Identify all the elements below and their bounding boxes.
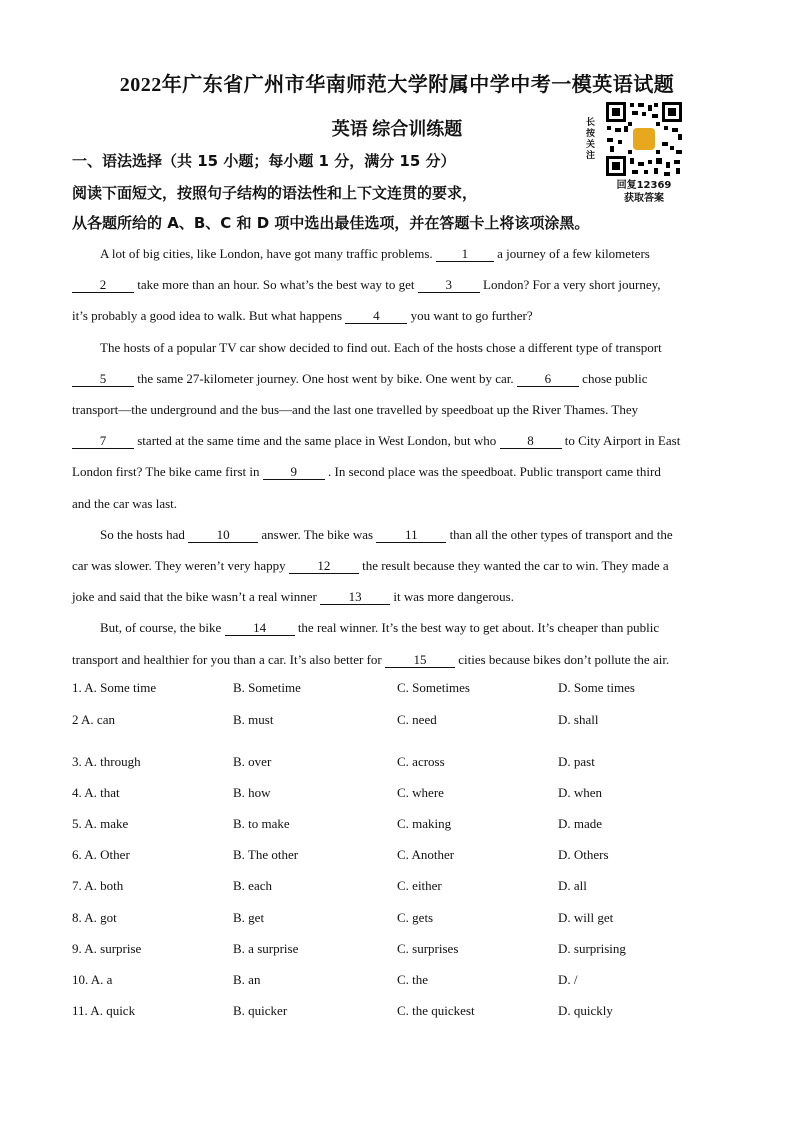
option-b: B. an	[233, 972, 261, 987]
option-d: D. will get	[558, 910, 614, 925]
option-c: C. making	[397, 816, 452, 831]
answer-blank: 13	[320, 589, 390, 605]
option-d: D. shall	[558, 712, 599, 727]
passage-text: But, of course, the bike	[100, 620, 225, 635]
answer-blank: 5	[72, 371, 134, 387]
option-b: B. over	[233, 754, 272, 769]
answer-blank: 8	[500, 433, 562, 449]
answer-blank: 11	[376, 527, 446, 543]
passage-text: to City Airport in East	[561, 433, 681, 448]
option-d: D. made	[558, 816, 603, 831]
option-c: C. surprises	[397, 941, 459, 956]
passage-text: than all the other types of transport and the	[446, 527, 673, 542]
passage-text: London first? The bike came first in	[72, 464, 263, 479]
answer-blank: 12	[289, 558, 359, 574]
option-d: D. /	[558, 972, 578, 987]
option-b: B. a surprise	[233, 941, 299, 956]
passage-line: transport—the underground and the bus—and the last one travelled by speedboat up the River Thames. They	[72, 402, 639, 417]
answer-blank: 7	[72, 433, 134, 449]
exam-title: 2022年广东省广州市华南师范大学附属中学中考一模英语试题	[119, 74, 675, 96]
qr-caption-line1: 回复12369	[616, 180, 672, 191]
option-a: 8. A. got	[72, 910, 117, 925]
option-c: C. the quickest	[397, 1003, 475, 1018]
option-a: 2 A. can	[72, 712, 115, 727]
answer-blank: 14	[225, 620, 295, 636]
qr-side-text: 长按关注	[586, 118, 596, 161]
option-row	[72, 816, 732, 836]
option-row	[72, 785, 732, 805]
passage-text: started at the same time and the same place in West London, but who	[134, 433, 500, 448]
option-a: 6. A. Other	[72, 847, 130, 862]
passage-text: answer. The bike was	[258, 527, 377, 542]
option-c: C. where	[397, 785, 444, 800]
passage-text: the result because they wanted the car to win. They made a	[358, 558, 669, 573]
option-a: 3. A. through	[72, 754, 141, 769]
option-b: B. to make	[233, 816, 290, 831]
option-d: D. all	[558, 878, 587, 893]
passage-line	[100, 618, 659, 638]
passage-line	[100, 525, 673, 545]
passage-text: car was slower. They weren’t very happy	[72, 558, 289, 573]
passage-text: transport and healthier for you than a car. It’s also better for	[72, 652, 385, 667]
option-a: 11. A. quick	[72, 1003, 136, 1018]
option-row	[72, 910, 732, 930]
passage-text: . In second place was the speedboat. Public transport came third	[324, 464, 661, 479]
option-row	[72, 754, 732, 774]
exam-subtitle: 英语 综合训练题	[331, 119, 463, 139]
section-title: 一、语法选择（共 15 小题；每小题 1 分，满分 15 分）	[72, 152, 456, 170]
passage-text: cities because bikes don’t pollute the air.	[454, 652, 670, 667]
option-row	[72, 941, 732, 961]
option-d: D. past	[558, 754, 595, 769]
instruction-line-1: 阅读下面短文，按照句子结构的语法性和上下文连贯的要求，	[72, 184, 478, 202]
passage-line	[72, 462, 661, 482]
option-d: D. Some times	[558, 680, 635, 695]
passage-text: the real winner. It’s the best way to get about. It’s cheaper than public	[294, 620, 660, 635]
passage-text: it’s probably a good idea to walk. But what happens	[72, 308, 346, 323]
passage-text: chose public	[578, 371, 648, 386]
qr-caption	[604, 179, 684, 205]
option-a: 10. A. a	[72, 972, 113, 987]
passage-text: London? For a very short journey,	[479, 277, 661, 292]
passage-line: The hosts of a popular TV car show decided to find out. Each of the hosts chose a different type of transport	[100, 340, 662, 355]
option-b: B. The other	[233, 847, 299, 862]
passage-text: a journey of a few kilometers	[493, 246, 650, 261]
passage-line	[72, 275, 661, 295]
option-c: C. Another	[397, 847, 455, 862]
answer-blank: 1	[436, 246, 494, 262]
passage-text: take more than an hour. So what’s the best way to get	[134, 277, 418, 292]
answer-blank: 9	[263, 464, 325, 480]
answer-blank: 3	[418, 277, 480, 293]
option-c: C. either	[397, 878, 442, 893]
option-row	[72, 847, 732, 867]
passage-line	[100, 244, 650, 264]
option-c: C. across	[397, 754, 445, 769]
passage-text: it was more dangerous.	[390, 589, 514, 604]
option-a: 7. A. both	[72, 878, 124, 893]
option-a: 5. A. make	[72, 816, 129, 831]
option-row	[72, 972, 732, 992]
answer-blank: 15	[385, 652, 455, 668]
passage-text: joke and said that the bike wasn’t a real winner	[72, 589, 321, 604]
option-d: D. when	[558, 785, 603, 800]
option-c: C. Sometimes	[397, 680, 470, 695]
passage-line	[72, 431, 680, 451]
option-b: B. each	[233, 878, 272, 893]
option-b: B. Sometime	[233, 680, 301, 695]
passage-text: So the hosts had	[100, 527, 189, 542]
option-d: D. Others	[558, 847, 609, 862]
answer-blank: 6	[517, 371, 579, 387]
passage-line: and the car was last.	[72, 496, 178, 511]
option-d: D. quickly	[558, 1003, 613, 1018]
option-row	[72, 878, 732, 898]
passage-line	[72, 306, 533, 326]
option-c: C. the	[397, 972, 429, 987]
passage-line	[72, 650, 669, 670]
option-a: 9. A. surprise	[72, 941, 142, 956]
option-d: D. surprising	[558, 941, 626, 956]
answer-blank: 4	[345, 308, 407, 324]
passage-line	[72, 369, 648, 389]
qr-code-block	[582, 100, 688, 204]
qr-caption-line2: 获取答案	[624, 193, 664, 204]
answer-blank: 10	[188, 527, 258, 543]
option-c: C. need	[397, 712, 437, 727]
instruction-line-2: 从各题所给的 A、B、C 和 D 项中选出最佳选项，并在答题卡上将该项涂黑。	[72, 214, 590, 232]
option-b: B. must	[233, 712, 274, 727]
passage-line	[72, 556, 669, 576]
option-a: 1. A. Some time	[72, 680, 157, 695]
option-b: B. get	[233, 910, 265, 925]
qr-code-icon	[604, 100, 684, 178]
passage-text: you want to go further?	[407, 308, 533, 323]
passage-text: the same 27-kilometer journey. One host went by bike. One went by car.	[134, 371, 517, 386]
answer-blank: 2	[72, 277, 134, 293]
option-row	[72, 680, 732, 700]
option-row	[72, 1003, 732, 1023]
option-row	[72, 712, 732, 732]
option-a: 4. A. that	[72, 785, 120, 800]
passage-line	[72, 587, 514, 607]
option-b: B. how	[233, 785, 271, 800]
passage-text: A lot of big cities, like London, have got many traffic problems.	[100, 246, 436, 261]
option-b: B. quicker	[233, 1003, 288, 1018]
option-c: C. gets	[397, 910, 434, 925]
